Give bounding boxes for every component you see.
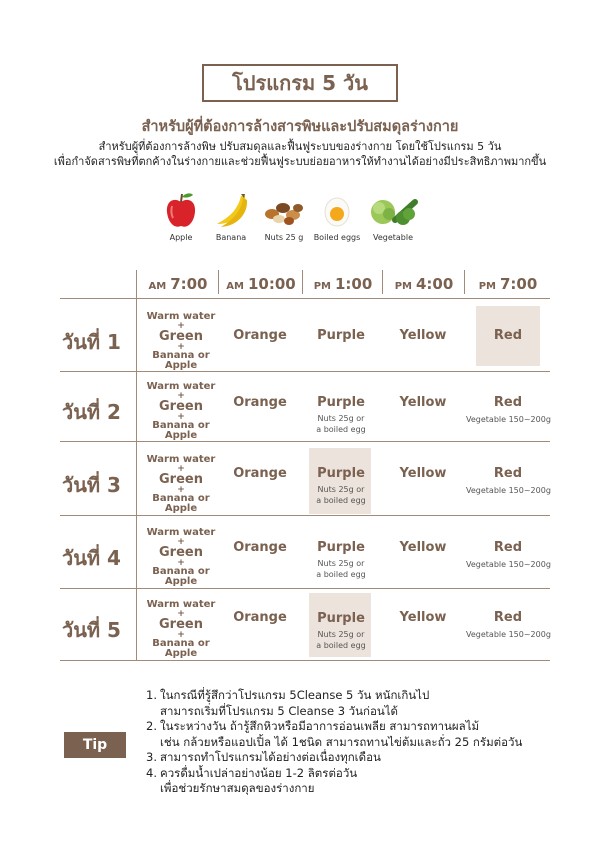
tip-item: 3. สามารถทำโปรแกรมได้อย่างต่อเนื่องทุกเดือน: [146, 750, 381, 764]
red-cell: Red Vegetable 150~200g: [466, 540, 551, 569]
apple-icon: [164, 190, 198, 230]
vegetable-icon: [367, 190, 419, 230]
food-nuts: [254, 190, 314, 242]
yellow-cell: Yellow: [399, 466, 447, 481]
food-label: Vegetable: [372, 233, 414, 242]
breakfast-cell: Warm water + Green + Banana or Apple: [146, 381, 216, 441]
orange-cell: Orange: [233, 540, 287, 555]
orange-cell: Orange: [233, 610, 287, 625]
breakfast-cell: Warm water + Green + Banana or Apple: [146, 311, 216, 371]
row-divider: [60, 588, 550, 589]
row-divider: [60, 515, 550, 516]
orange-cell: Orange: [233, 466, 287, 481]
intro-text: [20, 139, 580, 169]
subtitle: สำหรับผู้ที่ต้องการล้างสารพิษและปรับสมดุลร่างกาย: [141, 119, 459, 135]
column-divider: [302, 270, 303, 294]
red-cell: Red Vegetable 150~200g: [466, 610, 551, 639]
yellow-cell: Yellow: [399, 395, 447, 410]
food-label: Apple: [169, 233, 193, 242]
time-header: AM 10:00: [226, 275, 296, 293]
breakfast-cell: Warm water + Green + Banana or Apple: [146, 599, 216, 659]
orange-cell: Orange: [233, 395, 287, 410]
breakfast-cell: Warm water + Green + Banana or Apple: [146, 527, 216, 587]
purple-cell: Purple Nuts 25g or a boiled egg: [316, 466, 366, 505]
column-divider: [464, 270, 465, 294]
column-divider: [382, 270, 383, 294]
tip-item: 2. ในระหว่างวัน ถ้ารู้สึกหิวหรือมีอาการอ่อนเพลีย สามารถทานผลไม้ เช่น กล้วยหรือแอปเปิ้ล ได้ 1ชนิด สามารถทานไข่ต้มและถั่ว 25 กรัมต่อวัน: [146, 719, 523, 749]
yellow-cell: Yellow: [399, 328, 447, 343]
tip-item: 1. ในกรณีที่รู้สึกว่าโปรแกรม 5Cleanse 5 วัน หนักเกินไป สามารถเริ่มที่โปรแกรม 5 Cleanse 3 วันก่อนได้: [146, 688, 430, 718]
time-header: PM 1:00: [313, 275, 373, 293]
food-label: Nuts 25 g: [264, 233, 304, 242]
day-label: วันที่ 1: [62, 330, 121, 354]
column-divider: [136, 270, 137, 660]
red-cell: Red Vegetable 150~200g: [466, 395, 551, 424]
red-cell: Red: [493, 328, 523, 343]
row-divider: [60, 660, 550, 661]
column-divider: [218, 270, 219, 294]
row-divider: [60, 441, 550, 442]
food-vegetable: [363, 190, 423, 242]
row-divider: [60, 371, 550, 372]
day-label: วันที่ 2: [62, 400, 121, 424]
orange-cell: Orange: [233, 328, 287, 343]
day-label: วันที่ 3: [62, 473, 121, 497]
banana-icon: [211, 190, 251, 230]
time-header: PM 4:00: [394, 275, 454, 293]
purple-cell: Purple Nuts 25g or a boiled egg: [316, 540, 366, 579]
intro-line-1: สำหรับผู้ที่ต้องการล้างพิษ ปรับสมดุลและฟื้นฟูระบบของร่างกาย โดยใช้โปรแกรม 5 วัน: [98, 140, 502, 153]
intro-line-2: เพื่อกำจัดสารพิษที่ตกค้างในร่างกายและช่วยฟื้นฟูระบบย่อยอาหารให้ทำงานได้อย่างมีประสิทธิภาพมากขึ้น: [53, 155, 547, 168]
tip-badge: Tip: [64, 732, 126, 758]
breakfast-cell: Warm water + Green + Banana or Apple: [146, 454, 216, 514]
purple-cell: Purple: [317, 328, 365, 343]
food-label: Banana: [215, 233, 247, 242]
food-boiled-eggs: [307, 190, 367, 242]
yellow-cell: Yellow: [399, 540, 447, 555]
page-title: โปรแกรม 5 วัน: [202, 64, 398, 102]
red-cell: Red Vegetable 150~200g: [466, 466, 551, 495]
boiled-egg-icon: [320, 190, 354, 230]
purple-cell: Purple Nuts 25g or a boiled egg: [316, 611, 366, 650]
time-header: AM 7:00: [148, 275, 208, 293]
yellow-cell: Yellow: [399, 610, 447, 625]
purple-cell: Purple Nuts 25g or a boiled egg: [316, 395, 366, 434]
table-header-line: [60, 298, 550, 299]
food-legend: [0, 190, 600, 250]
nuts-icon: [262, 190, 306, 230]
tips-list: [146, 688, 586, 797]
tip-item: 4. ควรดื่มน้ำเปล่าอย่างน้อย 1-2 ลิตรต่อวัน เพื่อช่วยรักษาสมดุลของร่างกาย: [146, 765, 358, 795]
day-label: วันที่ 4: [62, 546, 121, 570]
time-header: PM 7:00: [478, 275, 538, 293]
day-label: วันที่ 5: [62, 618, 121, 642]
food-label: Boiled eggs: [313, 233, 361, 242]
food-banana: [201, 190, 261, 242]
